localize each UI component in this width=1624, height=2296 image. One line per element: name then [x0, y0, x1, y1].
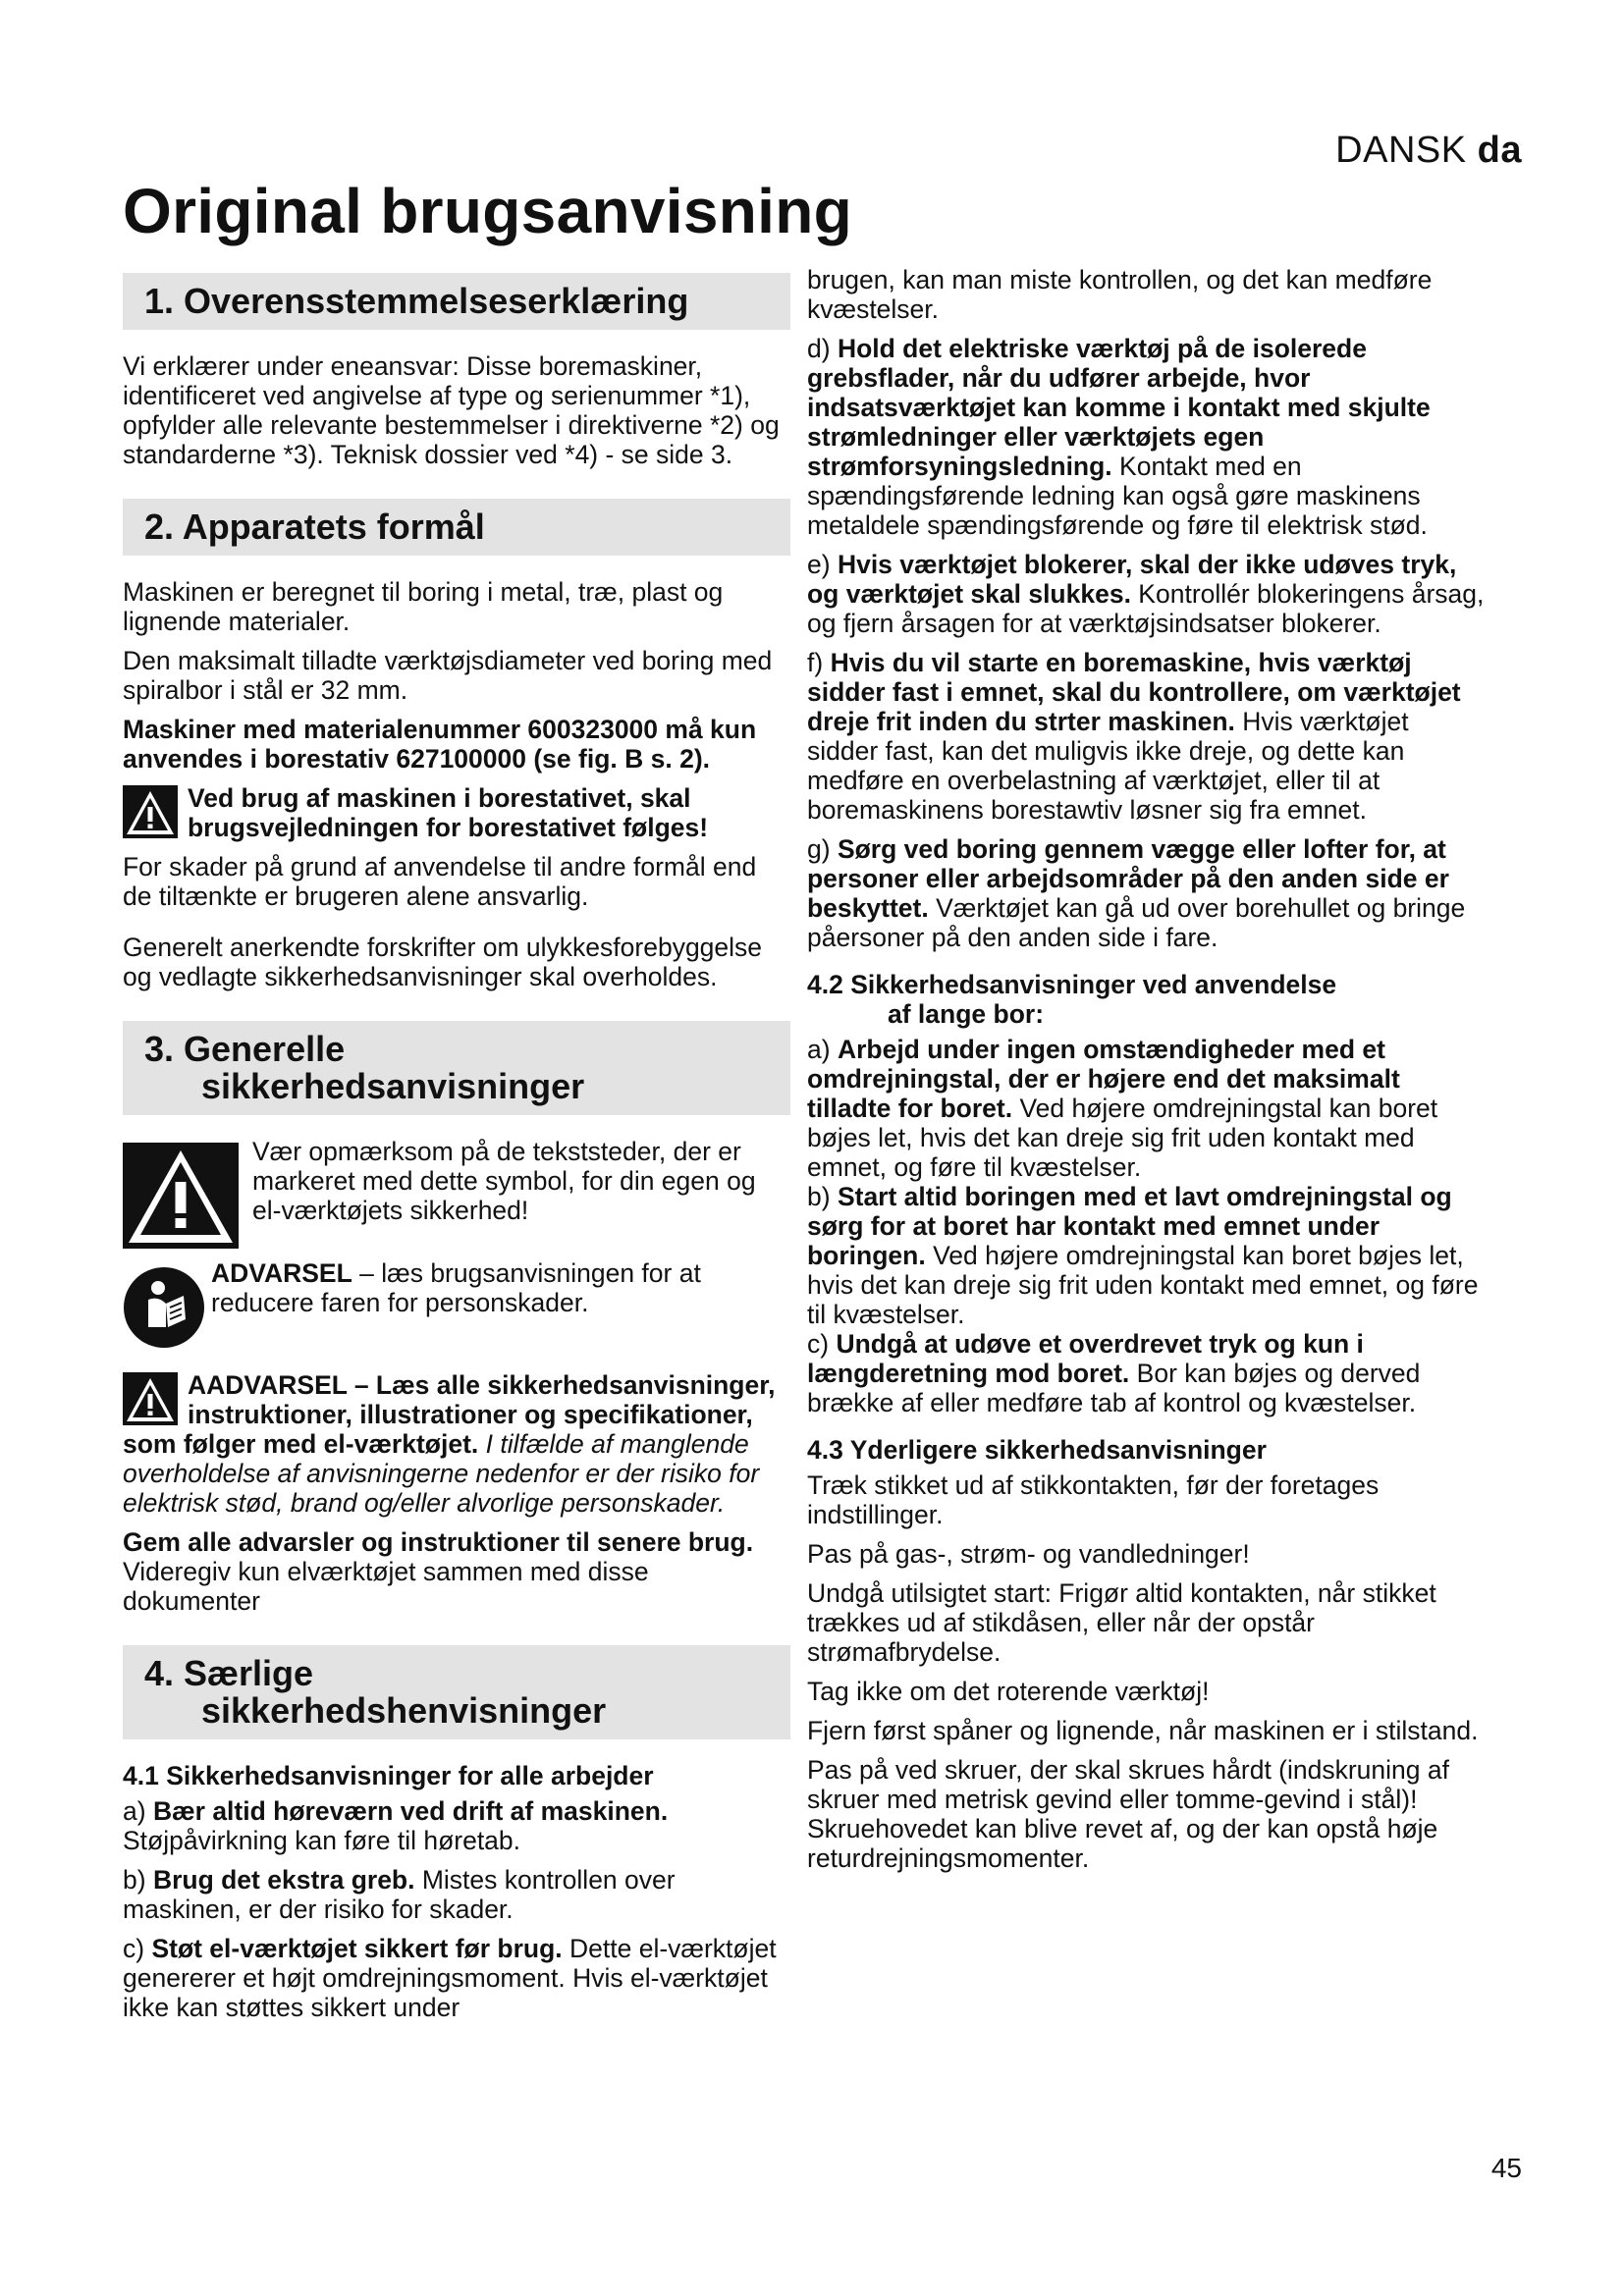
section-4-heading	[123, 1645, 790, 1739]
right-column	[807, 265, 1485, 1883]
section-2-p5: Generelt anerkendte forskrifter om ulykkesforebyggelse og vedlagte sikkerhedsanvisninger skal overholdes.	[123, 933, 763, 991]
advarsel-label: ADVARSEL	[211, 1258, 352, 1288]
borestativ-warning	[123, 783, 790, 842]
subsection-4-3-heading: 4.3 Yderligere sikkerhedsanvisninger	[807, 1435, 1267, 1465]
section-4-heading-line2: sikkerhedshenvisninger	[201, 1690, 607, 1731]
item-prefix: d)	[807, 334, 838, 363]
item-bold: Bær altid høreværn ved drift af maskinen.	[152, 1796, 669, 1826]
keep-instructions-bold: Gem alle advarsler og instruktioner til senere brug.	[123, 1527, 754, 1557]
item-prefix: a)	[123, 1796, 153, 1826]
section-3-heading	[123, 1021, 790, 1115]
advarsel-text: – læs brugsanvisningen for at reducere faren for personskader.	[211, 1258, 701, 1317]
item-bold: Undgå at udøve et overdrevet tryk og kun i længderetning mod boret.	[807, 1329, 1364, 1388]
section-4-3-p3: Undgå utilsigtet start: Frigør altid kontakten, når stikket trækkes ud af stikdåsen, eller når der opstår strømafbrydelse.	[807, 1578, 1436, 1667]
item-bold: Støt el-værktøjet sikkert før brug.	[151, 1934, 563, 1963]
aadvarsel-bold: AADVARSEL – Læs alle sikkerhedsanvisninger, instruktioner, illustrationer og specifikationer, som følger med el-værktøjet.	[123, 1370, 776, 1459]
item-text: Bor kan bøjes og derved brække af eller medføre tab af kontrol og kvæstelser.	[807, 1359, 1421, 1417]
item-4-1-b	[123, 1865, 790, 1924]
item-4-1-c	[123, 1934, 790, 2022]
warning-triangle-icon	[123, 1372, 178, 1425]
aadvarsel-italic: I tilfælde af manglende overholdelse af anvisningerne nedenfor er der risiko for elektrisk stød, brand og/eller alvorlige personskader.	[123, 1429, 760, 1518]
item-bold: Arbejd under ingen omstændigheder med et omdrejningstal, der er højere end det maksimalt tilladte for boret.	[807, 1035, 1400, 1123]
left-column	[123, 265, 790, 2032]
item-prefix: a)	[807, 1035, 838, 1064]
item-4-1-a	[123, 1796, 790, 1855]
item-prefix: c)	[807, 1329, 837, 1359]
item-text: Dette el-værktøjet genererer et højt omdrejningsmoment. Hvis el-værktøjet ikke kan støttes sikkert under	[123, 1934, 777, 2022]
item-text: Mistes kontrollen over maskinen, er der risiko for skader.	[123, 1865, 676, 1924]
borestativ-warning-text: Ved brug af maskinen i borestativet, skal brugsvejledningen for borestativet følges!	[188, 783, 709, 842]
item-bold: Hvis værktøjet blokerer, skal der ikke udøves tryk, og værktøjet skal slukkes.	[807, 550, 1457, 609]
language-tag	[1335, 130, 1522, 172]
keep-instructions-text: Videregiv kun elværktøjet sammen med disse dokumenter	[123, 1557, 649, 1616]
item-text: Kontakt med en spændingsførende ledning kan også gøre maskinens metaldele spændingsførende og føre til elektrisk stød.	[807, 452, 1428, 540]
language-code: da	[1477, 130, 1522, 171]
item-prefix: e)	[807, 550, 838, 579]
section-1-body: Vi erklærer under eneansvar: Disse boremaskiner, identificeret ved angivelse af type og serienummer *1), opfylder alle relevante bestemmelser i direktiverne *2) og standarderne *3). Teknisk dossier ved *4) - se side 3.	[123, 351, 780, 469]
item-4-1-d	[807, 334, 1485, 540]
section-2-p4: For skader på grund af anvendelse til andre formål end de tiltænkte er brugeren alene ansvarlig.	[123, 852, 757, 911]
item-4-2-c	[807, 1329, 1485, 1417]
item-bold: Hvis du vil starte en boremaskine, hvis værktøj sidder fast i emnet, skal du kontrollere, om værktøjet dreje frit inden du strter maskinen.	[807, 648, 1461, 736]
section-1-heading: 1. Overensstemmelseserklæring	[123, 273, 790, 330]
section-4-3-p1: Træk stikket ud af stikkontakten, før der foretages indstillinger.	[807, 1470, 1380, 1529]
warning-triangle-icon	[123, 1143, 239, 1249]
read-manual-note	[123, 1258, 790, 1349]
section-3-heading-line2: sikkerhedsanvisninger	[201, 1066, 585, 1106]
section-3-heading-line1: 3. Generelle	[144, 1029, 346, 1069]
continuation-text: brugen, kan man miste kontrollen, og det kan medføre kvæstelser.	[807, 265, 1433, 324]
item-bold: Hold det elektriske værktøj på de isolerede grebsflader, når du udfører arbejde, hvor indsatsværktøjet kan komme i kontakt med skjulte strømledninger eller værktøjets egen strømforsyningsledning.	[807, 334, 1431, 481]
item-prefix: b)	[807, 1182, 838, 1211]
section-4-heading-line1: 4. Særlige	[144, 1653, 314, 1693]
item-4-1-g	[807, 834, 1485, 952]
subsection-4-2-line1: 4.2 Sikkerhedsanvisninger ved anvendelse	[807, 970, 1337, 999]
attention-note	[123, 1137, 790, 1249]
subsection-4-1-heading: 4.1 Sikkerhedsanvisninger for alle arbejder	[123, 1761, 654, 1790]
item-bold: Start altid boringen med et lavt omdrejningstal og sørg for at boret har kontakt med emnet under boringen.	[807, 1182, 1452, 1270]
item-prefix: g)	[807, 834, 838, 864]
section-4-3-p4: Tag ikke om det roterende værktøj!	[807, 1677, 1210, 1706]
item-text: Værktøjet kan gå ud over borehullet og bringe påersoner på den anden side i fare.	[807, 893, 1466, 952]
section-2-p3: Maskiner med materialenummer 600323000 må kun anvendes i borestativ 627100000 (se fig. B s. 2).	[123, 715, 757, 774]
item-prefix: f)	[807, 648, 831, 677]
section-2-p1: Maskinen er beregnet til boring i metal, træ, plast og lignende materialer.	[123, 577, 724, 636]
item-bold: Sørg ved boring gennem vægge eller lofter for, at personer eller arbejdsområder på den anden side er beskyttet.	[807, 834, 1449, 923]
item-text: Kontrollér blokeringens årsag, og fjern årsagen for at værktøjsindsatser blokerer.	[807, 579, 1485, 638]
section-2-heading: 2. Apparatets formål	[123, 499, 790, 556]
section-2-p2: Den maksimalt tilladte værktøjsdiameter ved boring med spiralbor i stål er 32 mm.	[123, 646, 773, 705]
section-4-3-p5: Fjern først spåner og lignende, når maskinen er i stilstand.	[807, 1716, 1479, 1745]
subsection-4-2-heading	[807, 970, 1485, 1029]
item-4-2-a	[807, 1035, 1485, 1182]
language-name: DANSK	[1335, 130, 1467, 171]
item-prefix: b)	[123, 1865, 153, 1895]
section-4-3-p2: Pas på gas-, strøm- og vandledninger!	[807, 1539, 1250, 1569]
item-4-1-e	[807, 550, 1485, 638]
item-4-2-b	[807, 1182, 1485, 1329]
warning-triangle-icon	[123, 785, 178, 838]
attention-note-text: Vær opmærksom på de tekststeder, der er markeret med dette symbol, for din egen og el-værktøjets sikkerhed!	[252, 1137, 756, 1225]
item-text: Ved højere omdrejningstal kan boret bøjes let, hvis det kan dreje sig frit uden kontakt med emnet, og føre til kvæstelser.	[807, 1094, 1438, 1182]
item-4-1-f	[807, 648, 1485, 825]
item-text: Ved højere omdrejningstal kan boret bøjes let, hvis det kan dreje sig frit uden kontakt med emnet, og føre til kvæstelser.	[807, 1241, 1479, 1329]
item-bold: Brug det ekstra greb.	[152, 1865, 415, 1895]
read-manual-icon	[123, 1266, 205, 1349]
item-text: Støjpåvirkning kan føre til høretab.	[123, 1826, 521, 1855]
page-number: 45	[1490, 2153, 1522, 2183]
aadvarsel-block	[123, 1370, 790, 1518]
section-4-3-p6: Pas på ved skruer, der skal skrues hårdt (indskruning af skruer med metrisk gevind eller tomme-gevind i stål)! Skruehovedet kan blive revet af, og der kan opstå høje returdrejningsmomenter.	[807, 1755, 1449, 1873]
page-title: Original brugsanvisning	[123, 176, 852, 246]
subsection-4-2-line2: af lange bor:	[888, 999, 1045, 1029]
item-text: Hvis værktøjet sidder fast, kan det muligvis ikke dreje, og dette kan medføre en overbelastning af værktøjet, eller til at boremaskinens borestawtiv løsner sig fra emnet.	[807, 707, 1409, 825]
item-prefix: c)	[123, 1934, 152, 1963]
